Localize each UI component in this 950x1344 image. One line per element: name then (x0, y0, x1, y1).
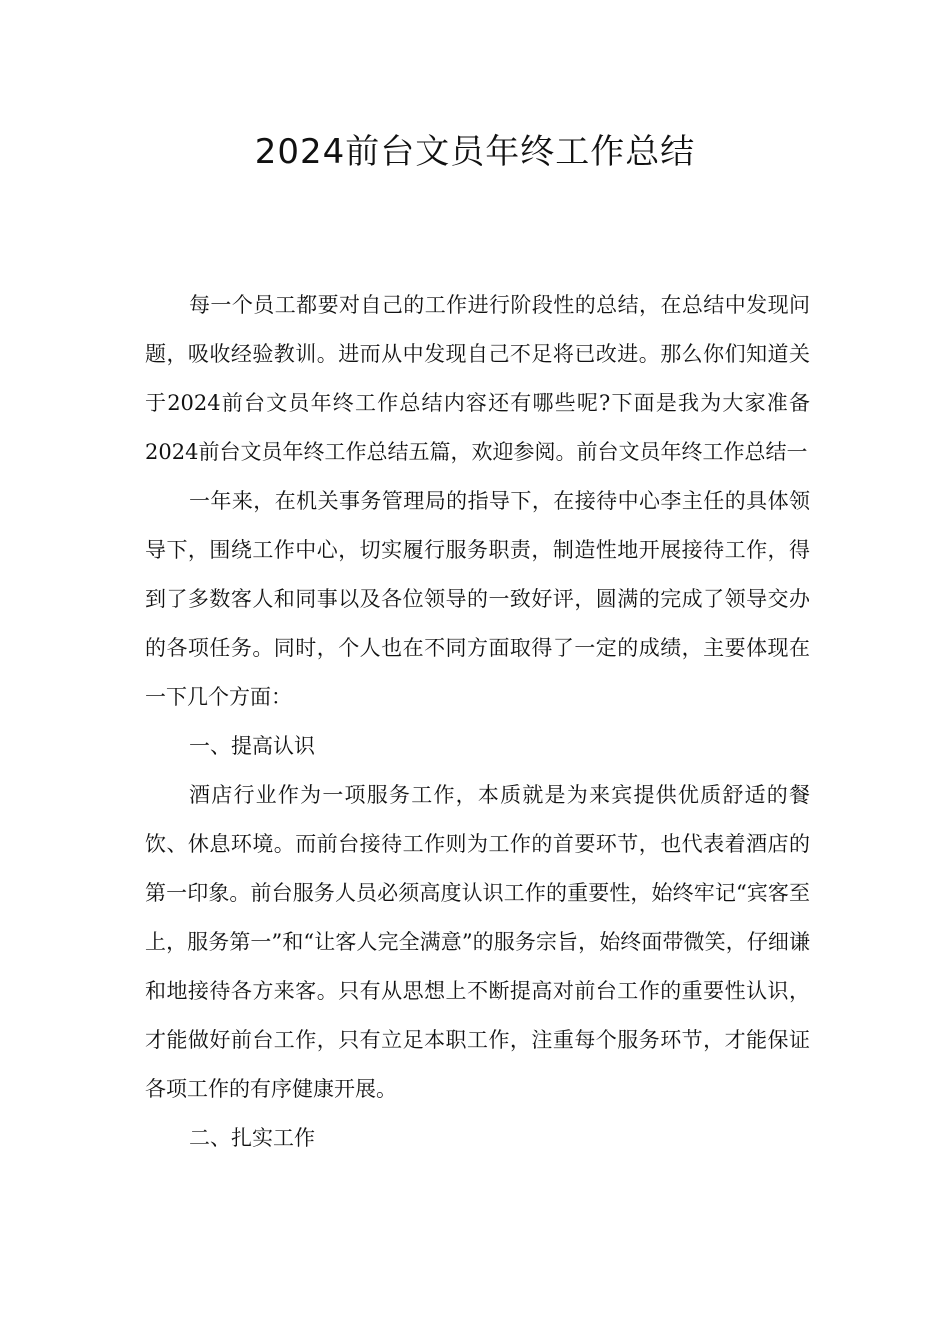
document-body (145, 281, 810, 1163)
intro-paragraph: 每一个员工都要对自己的工作进行阶段性的总结，在总结中发现问题，吸收经验教训。进而从中发现自己不足将已改进。那么你们知道关于2024前台文员年终工作总结内容还有哪些呢?下面是我为大家准备2024前台文员年终工作总结五篇，欢迎参阅。前台文员年终工作总结一 (145, 293, 810, 464)
summary-paragraph: 一年来，在机关事务管理局的指导下，在接待中心李主任的具体领导下，围绕工作中心，切实履行服务职责，制造性地开展接待工作，得到了多数客人和同事以及各位领导的一致好评，圆满的完成了领导交办的各项任务。同时，个人也在不同方面取得了一定的成绩，主要体现在一下几个方面： (145, 489, 810, 709)
document-title: 2024前台文员年终工作总结 (254, 132, 696, 172)
section-1-paragraph: 酒店行业作为一项服务工作，本质就是为来宾提供优质舒适的餐饮、休息环境。而前台接待工作则为工作的首要环节，也代表着酒店的第一印象。前台服务人员必须高度认识工作的重要性，始终牢记“宾客至上，服务第一”和“让客人完全满意”的服务宗旨，始终面带微笑，仔细谦和地接待各方来客。只有从思想上不断提高对前台工作的重要性认识，才能做好前台工作，只有立足本职工作，注重每个服务环节，才能保证各项工作的有序健康开展。 (145, 783, 810, 1101)
section-heading-1: 一、提高认识 (189, 734, 315, 758)
section-heading-2: 二、扎实工作 (189, 1126, 315, 1150)
